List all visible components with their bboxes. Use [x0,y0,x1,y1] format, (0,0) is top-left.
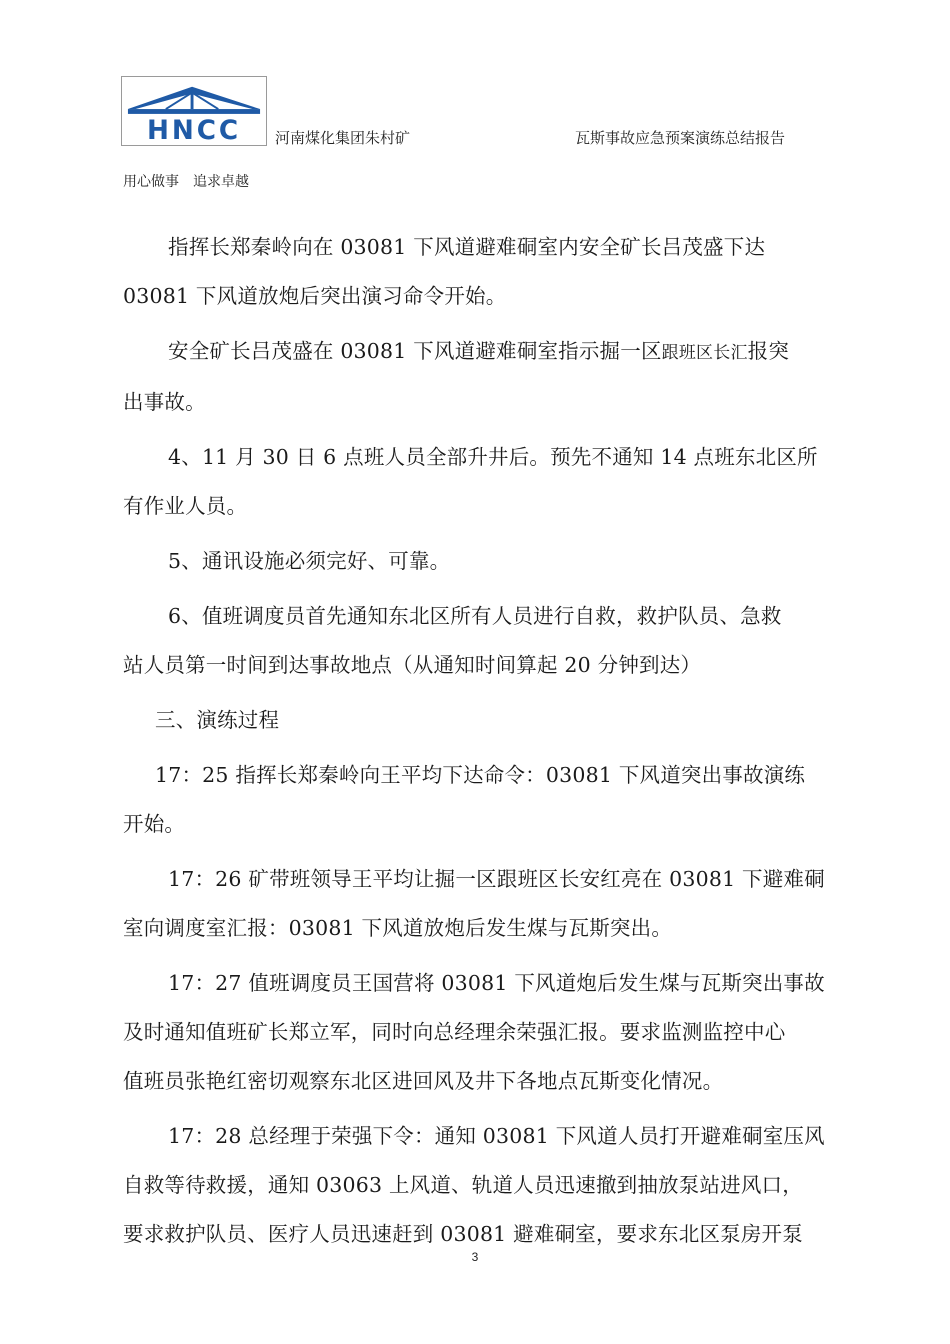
text-run: 报突 [747,339,790,363]
section-heading [123,696,843,745]
text-line: 6、值班调度员首先通知东北区所有人员进行自救，救护队员、急救 [168,604,782,628]
paragraph [123,537,843,586]
text-line: 指挥长郑秦岭向在 03081 下风道避难硐室内安全矿长吕茂盛下达 [168,235,766,259]
text-line: 及时通知值班矿长郑立军，同时向总经理余荣强汇报。要求监测监控中心 [123,1020,786,1044]
text-line: 17：25 指挥长郑秦岭向王平均下达命令：03081 下风道突出事故演练 [155,763,806,787]
paragraph [123,223,843,321]
text-line: 17：26 矿带班领导王平均让掘一区跟班区长安红亮在 03081 下避难硐 [168,867,825,891]
text-line: 有作业人员。 [123,494,248,518]
text-line: 5、通讯设施必须完好、可靠。 [168,549,451,573]
text-line: 4、11 月 30 日 6 点班人员全部升井后。预先不通知 14 点班东北区所 [168,445,818,469]
paragraph [123,327,843,427]
text-line [123,327,843,378]
slogan [123,172,249,192]
logo-text: HNCC [146,116,242,145]
hncc-logo-graphic [122,77,266,145]
company-logo [121,76,267,146]
slogan-part-2: 追求卓越 [193,174,249,190]
paragraph [123,1112,843,1259]
paragraph [123,592,843,690]
page-number: 3 [471,1250,479,1264]
header-doc-title: 瓦斯事故应急预案演练总结报告 [575,129,786,147]
text-line: 自救等待救援，通知 03063 上风道、轨道人员迅速撤到抽放泵站进风口， [123,1173,803,1197]
document-body [123,223,843,1265]
text-line: 开始。 [123,812,186,836]
paragraph [123,855,843,953]
paragraph [123,433,843,531]
text-run-small: 跟班区长汇 [661,343,748,363]
text-line: 三、演练过程 [155,708,280,732]
text-line: 要求救护队员、医疗人员迅速赶到 03081 避难硐室，要求东北区泵房开泵 [123,1222,803,1246]
text-line: 值班员张艳红密切观察东北区进回风及井下各地点瓦斯变化情况。 [123,1069,724,1093]
text-run: 安全矿长吕茂盛在 03081 下风道避难硐室指示掘一区 [168,339,662,363]
text-line: 出事故。 [123,390,206,414]
slogan-part-1: 用心做事 [123,174,179,190]
text-line: 室向调度室汇报：03081 下风道放炮后发生煤与瓦斯突出。 [123,916,673,940]
text-line: 17：27 值班调度员王国营将 03081 下风道炮后发生煤与瓦斯突出事故 [168,971,825,995]
text-line: 17：28 总经理于荣强下令：通知 03081 下风道人员打开避难硐室压风 [168,1124,825,1148]
header-company: 河南煤化集团朱村矿 [275,129,411,147]
text-line: 03081 下风道放炮后突出演习命令开始。 [123,284,507,308]
paragraph [123,751,843,849]
paragraph [123,959,843,1106]
text-line: 站人员第一时间到达事故地点（从通知时间算起 20 分钟到达） [123,653,702,677]
